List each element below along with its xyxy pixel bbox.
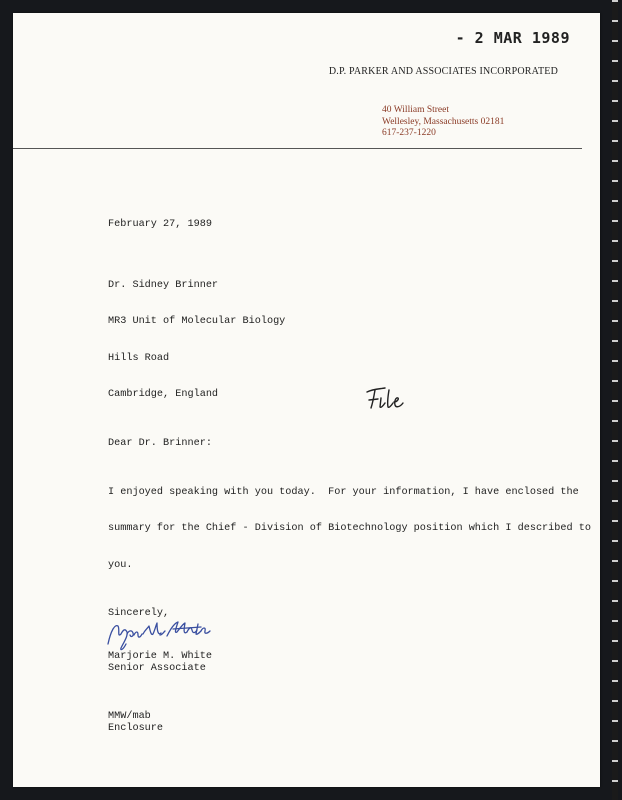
recipient-line: Hills Road: [108, 352, 170, 364]
handwritten-file-note: [363, 386, 413, 412]
letterhead-company: D.P. PARKER AND ASSOCIATES INCORPORATED: [328, 66, 558, 77]
recipient-line: MR3 Unit of Molecular Biology: [108, 316, 286, 328]
letter-date: February 27, 1989: [108, 219, 212, 230]
body-line: summary for the Chief - Division of Biotechnology position which I described to: [108, 523, 591, 535]
address-street: 40 William Street: [382, 105, 449, 115]
signer-title: Senior Associate: [108, 662, 206, 674]
letterhead-address: [382, 105, 504, 140]
scan-ruler: [612, 0, 618, 800]
body-line: you.: [108, 559, 133, 571]
body-line: I enjoyed speaking with you today. For your information, I have enclosed the: [108, 486, 579, 498]
recipient-block: [108, 255, 578, 426]
address-city: Wellesley, Massachusetts 02181: [382, 116, 505, 127]
closing: Sincerely,: [108, 608, 170, 620]
handwritten-signature: [105, 620, 225, 652]
salutation: Dear Dr. Brinner:: [108, 438, 212, 450]
received-date-stamp: - 2 MAR 1989: [455, 29, 570, 47]
recipient-line: Cambridge, England: [108, 389, 219, 401]
letterhead-divider: [13, 148, 582, 149]
signer-name: Marjorie M. White: [108, 650, 212, 662]
letter-page: [13, 13, 600, 787]
enclosure-note: Enclosure: [108, 723, 164, 735]
letter-body: [108, 219, 591, 736]
body-paragraph: [108, 462, 591, 596]
recipient-line: Dr. Sidney Brinner: [108, 279, 219, 291]
address-phone: 617-237-1220: [382, 128, 436, 138]
signature-area: [108, 621, 578, 651]
typist-initials: MMW/mab: [108, 711, 151, 723]
